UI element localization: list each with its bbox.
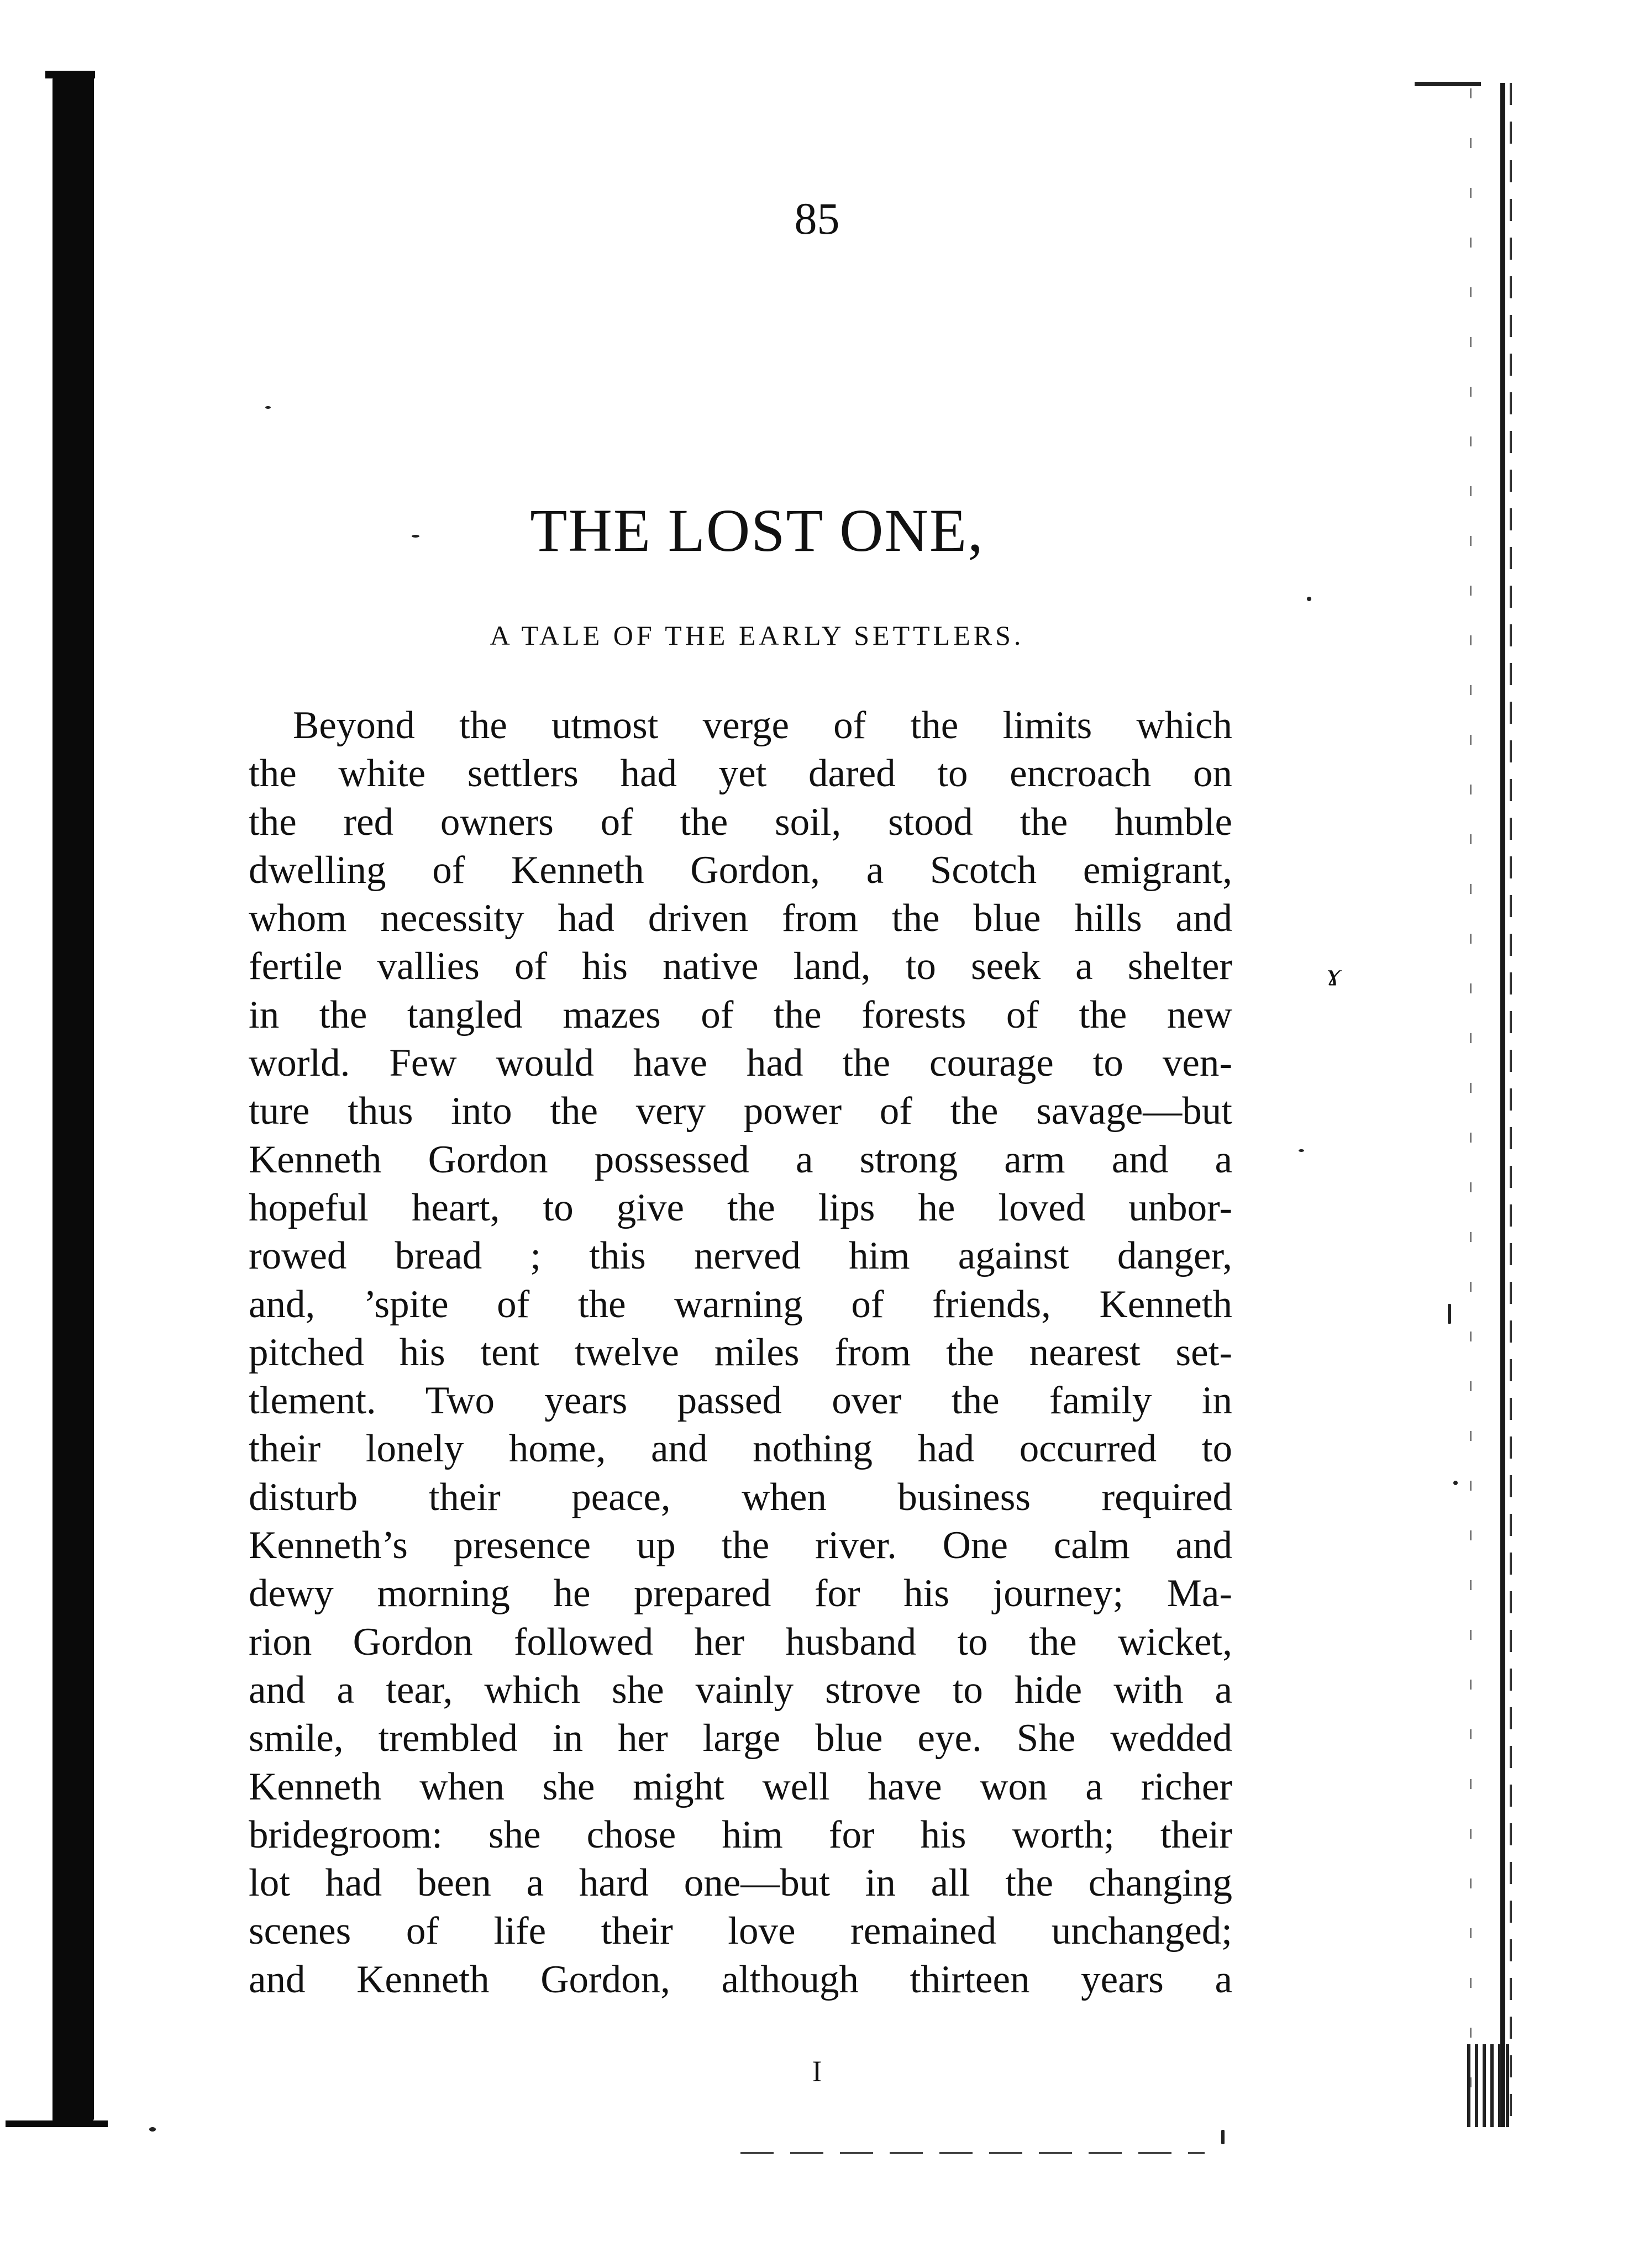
- scan-edge-right-faint: [1470, 88, 1472, 2099]
- page-number: 85: [794, 193, 840, 244]
- story-title: THE LOST ONE,: [530, 497, 984, 564]
- body-line: Kenneth Gordon possessed a strong arm and a: [249, 1138, 1232, 1181]
- body-line: in the tangled mazes of the forests of the new: [249, 993, 1232, 1036]
- body-line: scenes of life their love remained unchanged;: [249, 1909, 1232, 1953]
- body-line: Beyond the utmost verge of the limits which: [293, 704, 1232, 747]
- body-line: rowed bread ; this nerved him against danger,: [249, 1234, 1232, 1278]
- body-line: whom necessity had driven from the blue hills and: [249, 897, 1232, 940]
- body-line: tlement. Two years passed over the family in: [249, 1379, 1232, 1423]
- body-text: [249, 702, 1232, 2004]
- bottom-smudge: [740, 2152, 1205, 2154]
- body-line: ture thus into the very power of the savage—but: [249, 1090, 1232, 1133]
- body-line: smile, trembled in her large blue eye. She wedded: [249, 1717, 1232, 1760]
- scan-edge-top: [1415, 82, 1481, 86]
- scan-edge-right-inner: [1510, 83, 1512, 2127]
- binding-edge-foot: [6, 2120, 108, 2127]
- body-line: dwelling of Kenneth Gordon, a Scotch emigrant,: [249, 848, 1232, 892]
- body-line: world. Few would have had the courage to ven-: [249, 1041, 1232, 1085]
- speck: [1299, 1149, 1304, 1152]
- speck: [1448, 1304, 1451, 1324]
- speck: [1453, 1481, 1458, 1485]
- body-line: and, ’spite of the warning of friends, Kenneth: [249, 1282, 1232, 1326]
- signature-mark: I: [812, 2055, 822, 2088]
- body-line: their lonely home, and nothing had occurred to: [249, 1427, 1232, 1471]
- body-line: rion Gordon followed her husband to the wicket,: [249, 1620, 1232, 1664]
- speck: [265, 406, 271, 409]
- body-line: Kenneth’s presence up the river. One calm and: [249, 1524, 1232, 1567]
- body-line: hopeful heart, to give the lips he loved unbor-: [249, 1186, 1232, 1229]
- speck: [1221, 2130, 1225, 2144]
- body-line: the white settlers had yet dared to encroach on: [249, 752, 1232, 796]
- margin-mark: ɤ: [1326, 956, 1341, 992]
- speck: [1307, 597, 1311, 601]
- body-line: Kenneth when she might well have won a richer: [249, 1765, 1232, 1808]
- speck: [149, 2127, 156, 2132]
- binding-edge: [52, 77, 94, 2122]
- body-line: dewy morning he prepared for his journey; Ma-: [249, 1572, 1232, 1616]
- scan-edge-right: [1500, 83, 1505, 2127]
- story-subtitle: A TALE OF THE EARLY SETTLERS.: [490, 620, 1024, 651]
- body-line: lot had been a hard one—but in all the changing: [249, 1861, 1232, 1905]
- body-line: disturb their peace, when business required: [249, 1475, 1232, 1519]
- body-line: pitched his tent twelve miles from the nearest set-: [249, 1330, 1232, 1374]
- body-line: the red owners of the soil, stood the humble: [249, 800, 1232, 844]
- body-line: bridegroom: she chose him for his worth; their: [249, 1813, 1232, 1856]
- body-line: fertile vallies of his native land, to seek a shelter: [249, 945, 1232, 988]
- body-line: and Kenneth Gordon, although thirteen years a: [249, 1957, 1232, 2001]
- body-line: and a tear, which she vainly strove to hide with a: [249, 1668, 1232, 1712]
